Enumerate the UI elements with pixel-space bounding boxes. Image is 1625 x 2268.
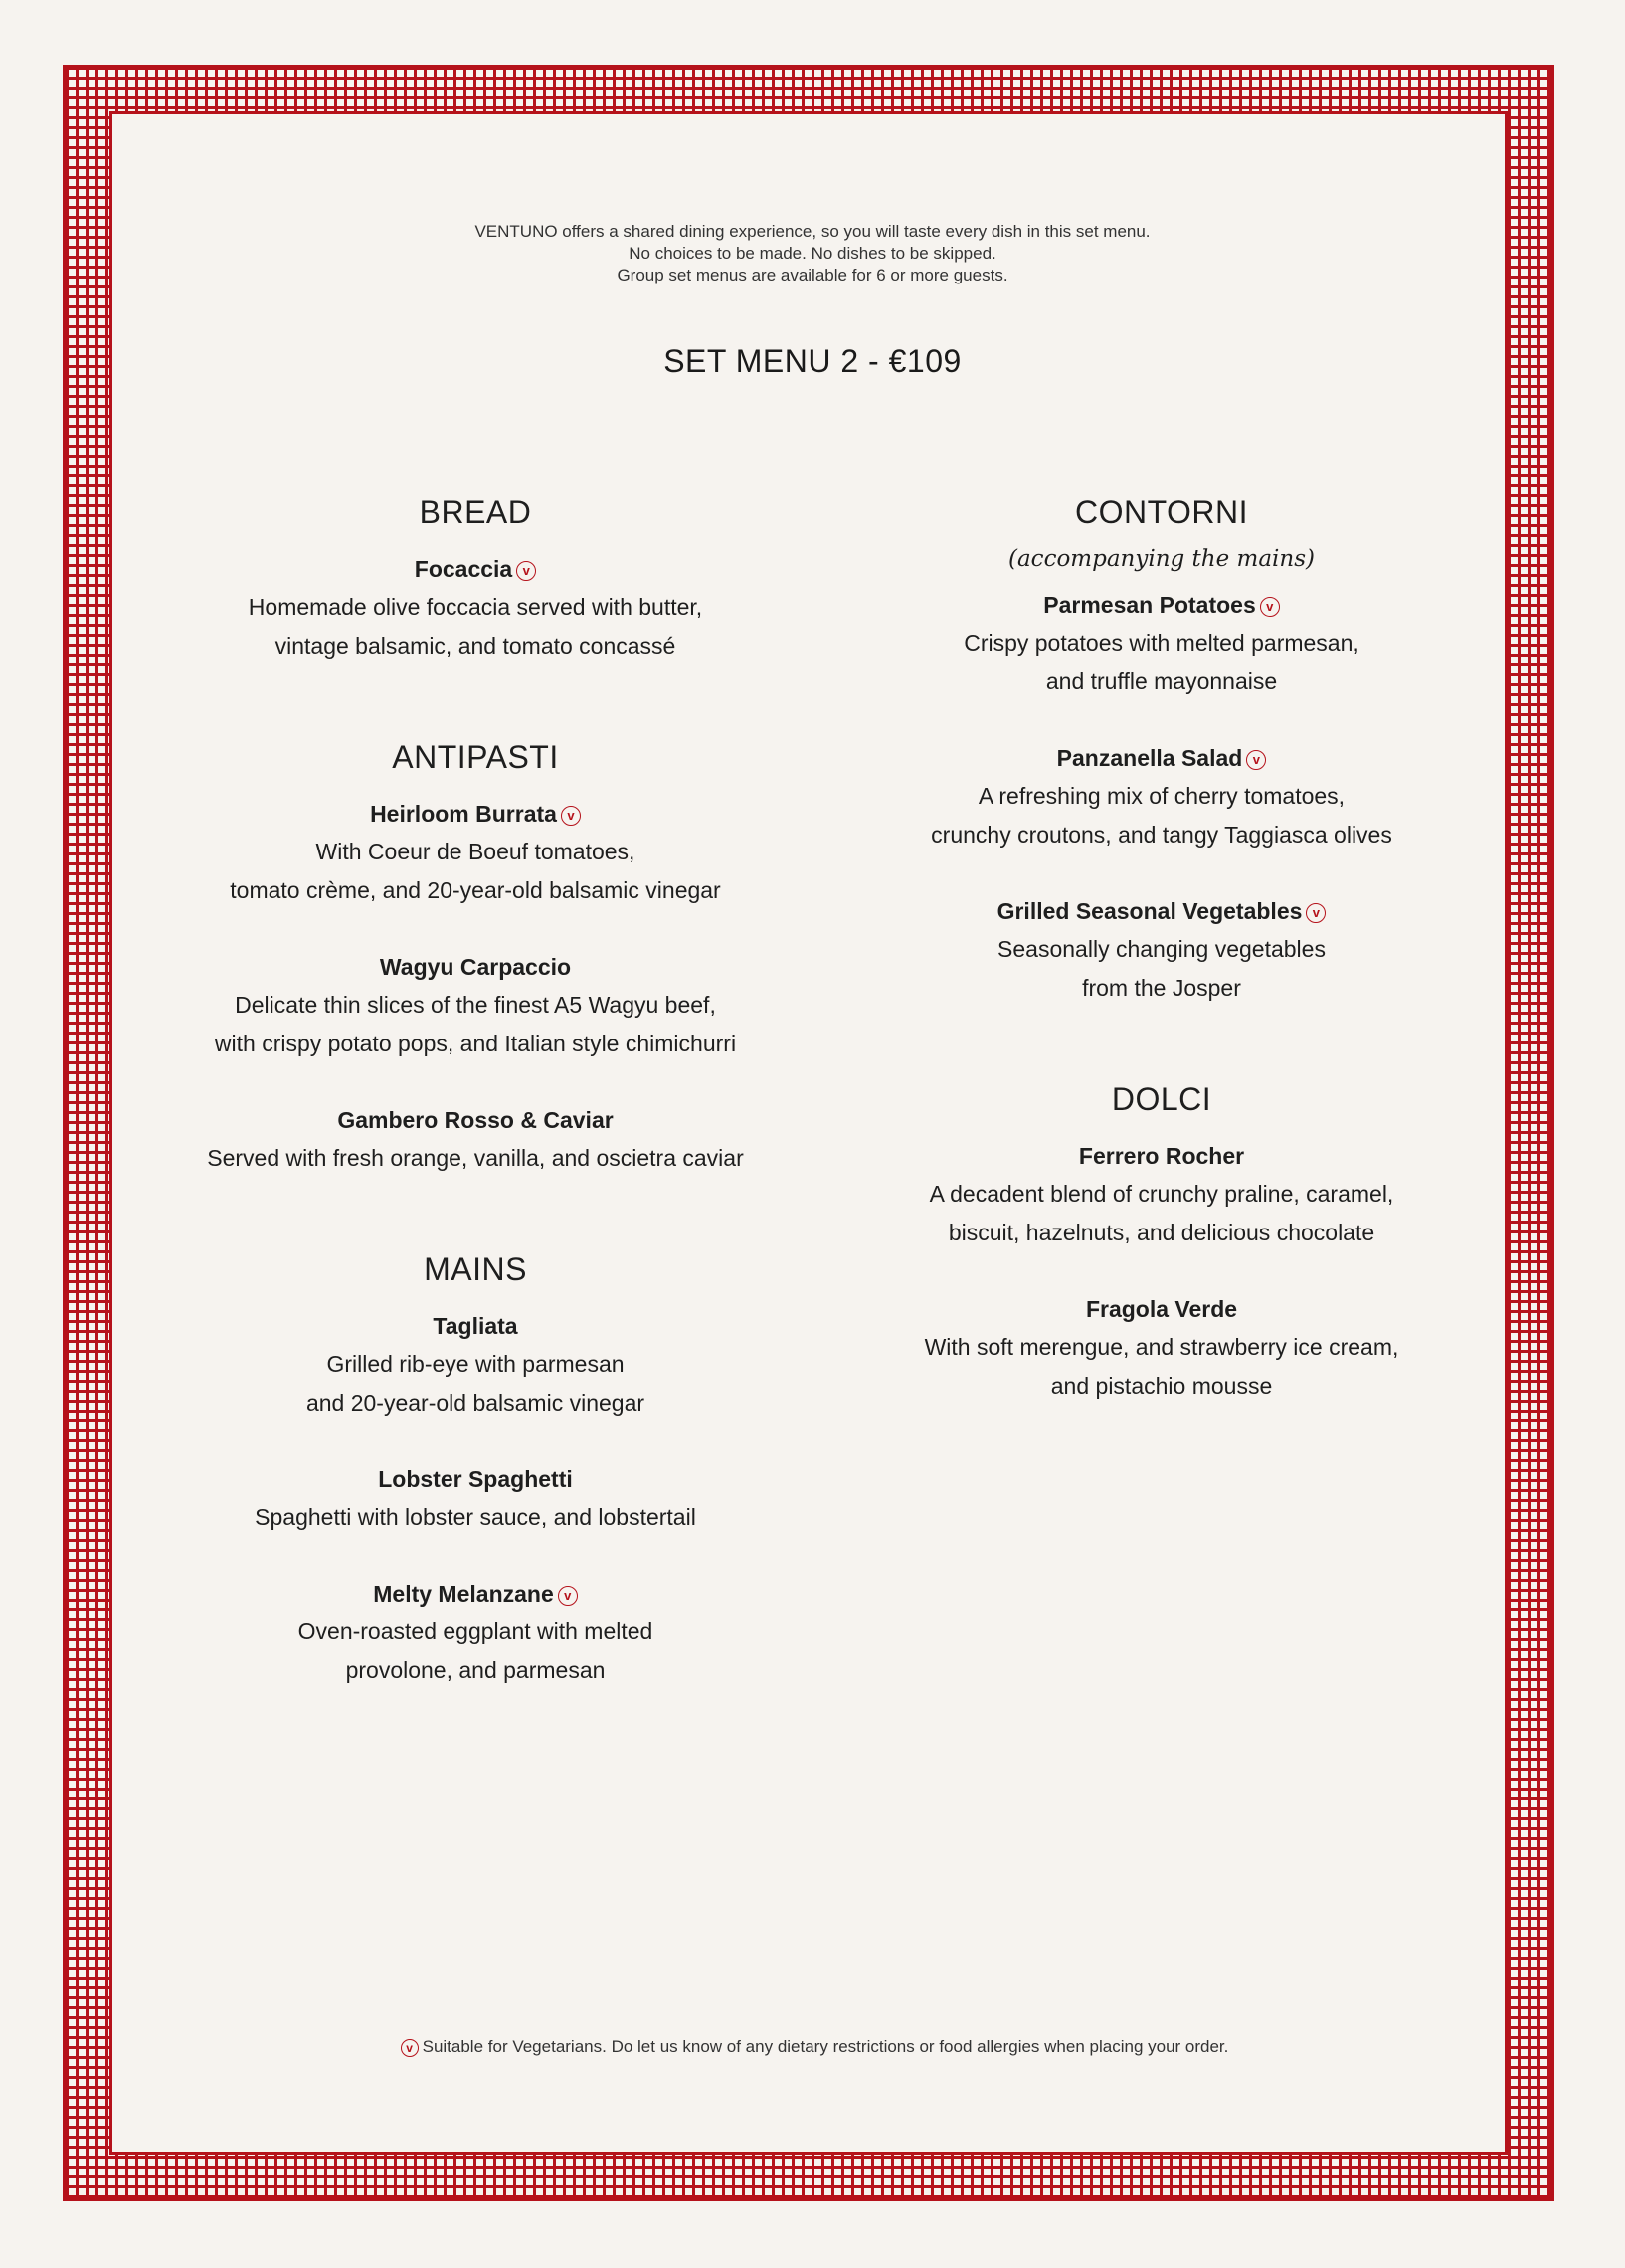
dish-focaccia [127,550,823,665]
section-note: (accompanying the mains) [1008,546,1315,572]
dish-name: Lobster Spaghetti [378,1466,573,1492]
dish-name: Gambero Rosso & Caviar [337,1107,614,1133]
dish-desc: Spaghetti with lobster sauce, and lobstertail [255,1504,696,1530]
vegetarian-icon: v [558,1586,578,1606]
section-dolci [813,1079,1510,1406]
intro-line-3: Group set menus are available for 6 or more guests. [617,266,1008,284]
dish-parmesan-potatoes [813,586,1510,701]
dish-desc: Delicate thin slices of the finest A5 Wagyu beef, [235,992,716,1018]
dish-desc: Crispy potatoes with melted parmesan, [964,630,1359,656]
dish-desc: crunchy croutons, and tangy Taggiasca olives [931,822,1392,848]
dish-name: Panzanella Salad [1056,745,1243,771]
dish-desc: Grilled rib-eye with parmesan [326,1351,625,1377]
dish-ferrero-rocher [813,1137,1510,1252]
section-bread [127,492,823,665]
section-title: BREAD [419,494,532,530]
vegetarian-icon: v [561,806,581,826]
dish-name: Parmesan Potatoes [1043,592,1256,618]
dish-name: Tagliata [433,1313,518,1339]
section-mains [127,1249,823,1690]
dish-name: Fragola Verde [1085,1296,1238,1322]
dish-desc: from the Josper [1082,975,1241,1001]
dish-desc: With Coeur de Boeuf tomatoes, [315,839,635,864]
dish-desc: vintage balsamic, and tomato concassé [274,633,676,659]
dish-desc: A decadent blend of crunchy praline, caramel, [929,1181,1394,1207]
dish-heirloom-burrata [127,795,823,910]
footer-text: Suitable for Vegetarians. Do let us know of any dietary restrictions or food allergies when placing your order. [422,2037,1229,2056]
dish-gambero-rosso [127,1101,823,1178]
dish-desc: biscuit, hazelnuts, and delicious chocolate [948,1220,1375,1245]
dish-desc: and 20-year-old balsamic vinegar [305,1390,645,1416]
vegetarian-icon: v [1246,750,1266,770]
dish-desc: Served with fresh orange, vanilla, and oscietra caviar [207,1145,744,1171]
dish-grilled-vegetables [813,892,1510,1008]
dish-name: Wagyu Carpaccio [379,954,572,980]
footer-note [0,2037,1625,2057]
section-title: DOLCI [1111,1081,1212,1117]
dish-name: Grilled Seasonal Vegetables [996,898,1303,924]
dish-tagliata [127,1307,823,1422]
dish-desc: and pistachio mousse [1050,1373,1273,1399]
vegetarian-icon: v [401,2039,419,2057]
dish-lobster-spaghetti [127,1460,823,1537]
dish-wagyu-carpaccio [127,948,823,1063]
left-column [127,492,823,1762]
vegetarian-icon: v [1306,903,1326,923]
dish-desc: provolone, and parmesan [345,1657,606,1683]
dish-desc: Homemade olive foccacia served with butter, [248,594,703,620]
dish-panzanella-salad [813,739,1510,854]
dish-name: Ferrero Rocher [1078,1143,1245,1169]
section-contorni [813,492,1510,1008]
intro-line-2: No choices to be made. No dishes to be skipped. [629,244,996,263]
dish-desc: with crispy potato pops, and Italian style chimichurri [214,1031,737,1056]
section-title: ANTIPASTI [392,739,559,775]
section-antipasti [127,737,823,1178]
intro-line-1: VENTUNO offers a shared dining experience, so you will taste every dish in this set menu. [474,222,1151,241]
dish-desc: tomato crème, and 20-year-old balsamic vinegar [230,877,721,903]
vegetarian-icon: v [1260,597,1280,617]
dish-name: Melty Melanzane [373,1581,554,1606]
right-column [813,492,1510,1477]
dish-fragola-verde [813,1290,1510,1406]
dish-desc: With soft merengue, and strawberry ice cream, [924,1334,1399,1360]
dish-desc: Oven-roasted eggplant with melted [297,1618,653,1644]
section-title: MAINS [424,1251,527,1287]
dish-desc: A refreshing mix of cherry tomatoes, [978,783,1346,809]
dish-name: Heirloom Burrata [370,801,557,827]
dish-desc: and truffle mayonnaise [1045,668,1278,694]
dish-name: Focaccia [414,556,513,582]
section-title: CONTORNI [1074,494,1249,530]
intro-text [0,221,1625,286]
vegetarian-icon: v [516,561,536,581]
menu-title: SET MENU 2 - €109 [663,343,962,379]
dish-melty-melanzane [127,1575,823,1690]
dish-desc: Seasonally changing vegetables [997,936,1326,962]
